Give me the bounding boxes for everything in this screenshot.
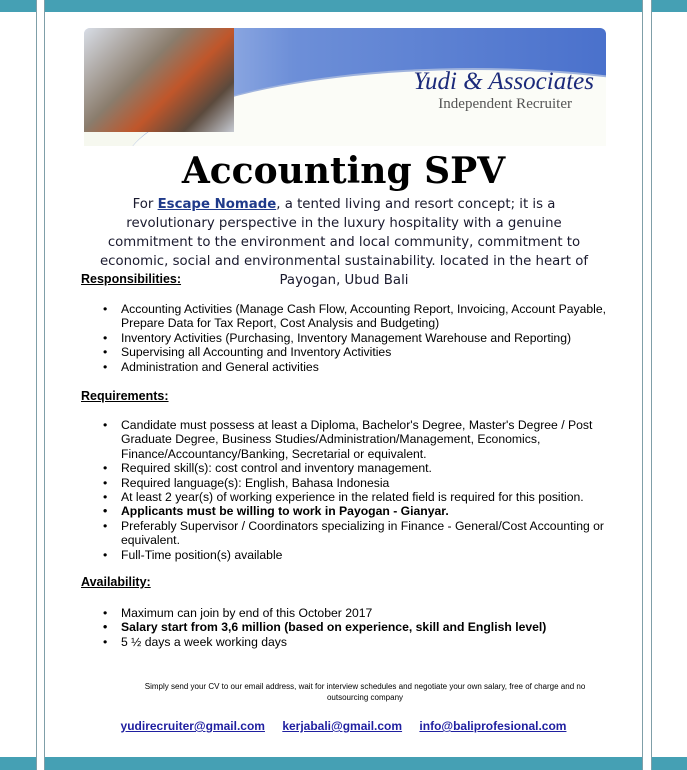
list-item: • 5 ½ days a week working days [103,635,613,649]
email-link[interactable]: yudirecruiter@gmail.com [120,719,265,733]
company-name: Escape Nomade [157,197,277,212]
availability-heading: Availability: [81,575,151,589]
availability-list [103,606,613,649]
top-bar-right [651,0,687,12]
top-bar [45,0,642,12]
border-line [642,0,643,770]
requirements-list [103,418,613,562]
list-item: • Required language(s): English, Bahasa Indonesia [103,476,613,490]
list-item: • Preferably Supervisor / Coordinators specializing in Finance - General/Cost Accounting or equivalent. [103,519,613,548]
email-link[interactable]: kerjabali@gmail.com [282,719,403,733]
responsibilities-heading: Responsibilities: [81,272,182,286]
list-item: • Supervising all Accounting and Inventory Activities [103,345,613,359]
contact-emails [0,719,687,733]
intro-prefix: For [132,197,158,212]
header-banner [84,28,606,146]
border-line [651,0,652,770]
list-item: • Applicants must be willing to work in Payogan - Gianyar. [103,504,613,518]
brand-name: Yudi & Associates [413,68,594,95]
border-line [36,0,37,770]
list-item: • Maximum can join by end of this October 2017 [103,606,613,620]
list-item: • Administration and General activities [103,360,613,374]
application-note: Simply send your CV to our email address, wait for interview schedules and negotiate your own salary, free of charge and no outsourcing company [144,682,586,702]
bottom-bar [45,757,642,770]
list-item: • Inventory Activities (Purchasing, Inventory Management Warehouse and Reporting) [103,331,613,345]
list-item: • At least 2 year(s) of working experience in the related field is required for this position. [103,490,613,504]
brand-tagline: Independent Recruiter [438,96,572,112]
list-item: • Accounting Activities (Manage Cash Flow, Accounting Report, Invoicing, Account Payable, Prepare Data for Tax Report, Cost Analysis and Budgeting) [103,302,613,331]
responsibilities-list [103,302,613,374]
border-line [44,0,45,770]
list-item: • Full-Time position(s) available [103,548,613,562]
email-link[interactable]: info@baliprofesional.com [419,719,567,733]
list-item: • Candidate must possess at least a Diploma, Bachelor's Degree, Master's Degree / Post Graduate Degree, Business Studies/Administration/Management, Economics, Finance/Accountancy/Banking, Secretarial or equivalent. [103,418,613,461]
page-title: Accounting SPV [181,150,506,192]
bottom-bar-right [651,757,687,770]
list-item: • Required skill(s): cost control and inventory management. [103,461,613,475]
bottom-bar-left [0,757,36,770]
top-bar-left [0,0,36,12]
requirements-heading: Requirements: [81,389,169,403]
team-photo [84,28,234,132]
list-item: • Salary start from 3,6 million (based on experience, skill and English level) [103,620,613,634]
intro-body: , a tented living and resort concept; it is a revolutionary perspective in the luxury hospitality with a genuine commitment to the environment and local community, commitment to economic, social and environmental sustainability. located in the heart of Payogan, Ubud Bali [99,197,589,288]
